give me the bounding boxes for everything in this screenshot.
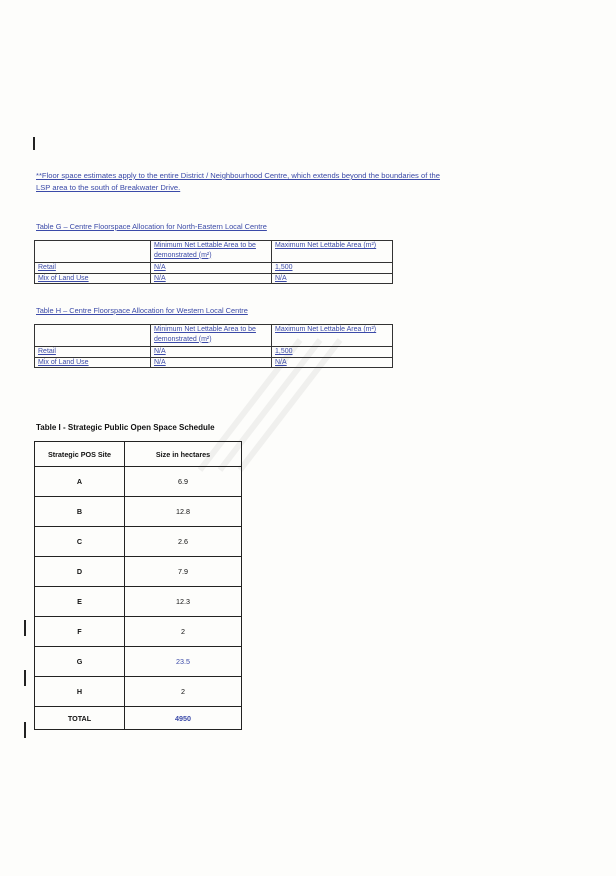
table-cell: N/A [151,357,272,368]
table-header-row [35,442,242,467]
table-row [35,467,242,497]
pos-size-cell: 6.9 [125,467,242,497]
table-row [35,357,393,368]
table-row [35,347,393,358]
table-cell: 1,500 [272,263,393,274]
total-value: 4950 [125,707,242,730]
table-h-caption: Table H – Centre Floorspace Allocation for Western Local Centre [36,306,248,315]
change-bar [33,137,35,150]
table-cell: N/A [151,273,272,284]
table-row [35,647,242,677]
table-cell: N/A [151,347,272,358]
table-cell: N/A [272,357,393,368]
change-bar [24,670,26,686]
table-i-caption: Table I - Strategic Public Open Space Schedule [36,423,215,432]
table-cell [35,325,151,347]
table-header-cell: Minimum Net Lettable Area to be demonstrated (m²) [151,325,272,347]
table-total-row [35,707,242,730]
table-header-row [35,241,393,263]
pos-site-cell: H [35,677,125,707]
table-cell: Retail [35,347,151,358]
table-header-row [35,325,393,347]
pos-site-cell: E [35,587,125,617]
table-cell: Mix of Land Use [35,357,151,368]
pos-size-cell: 2.6 [125,527,242,557]
table-row [35,587,242,617]
table-header-cell: Minimum Net Lettable Area to be demonstrated (m²) [151,241,272,263]
table-row [35,273,393,284]
table-cell: Mix of Land Use [35,273,151,284]
table-header-cell: Size in hectares [125,442,242,467]
table-h [34,324,393,368]
table-row [35,527,242,557]
table-row [35,677,242,707]
total-label: TOTAL [35,707,125,730]
pos-site-cell: F [35,617,125,647]
pos-site-cell: D [35,557,125,587]
pos-size-cell: 2 [125,677,242,707]
table-cell [35,241,151,263]
pos-site-cell: B [35,497,125,527]
table-cell: Retail [35,263,151,274]
table-row [35,497,242,527]
change-bar [24,722,26,738]
pos-size-cell: 12.8 [125,497,242,527]
pos-site-cell: C [35,527,125,557]
table-i-pos-schedule [34,441,242,730]
table-header-cell: Strategic POS Site [35,442,125,467]
pos-size-cell: 12.3 [125,587,242,617]
change-bar [24,620,26,636]
table-g [34,240,393,284]
table-row [35,263,393,274]
pos-size-cell: 23.5 [125,647,242,677]
table-row [35,557,242,587]
table-row [35,617,242,647]
floor-space-note: **Floor space estimates apply to the entire District / Neighbourhood Centre, which extends beyond the boundaries of the LSP area to the south of Breakwater Drive. [36,171,440,192]
table-g-caption: Table G – Centre Floorspace Allocation for North-Eastern Local Centre [36,222,267,231]
pos-size-cell: 2 [125,617,242,647]
table-header-cell: Maximum Net Lettable Area (m²) [272,325,393,347]
table-cell: N/A [272,273,393,284]
pos-site-cell: G [35,647,125,677]
pos-site-cell: A [35,467,125,497]
table-cell: 1,500 [272,347,393,358]
table-header-cell: Maximum Net Lettable Area (m²) [272,241,393,263]
pos-size-cell: 7.9 [125,557,242,587]
table-cell: N/A [151,263,272,274]
